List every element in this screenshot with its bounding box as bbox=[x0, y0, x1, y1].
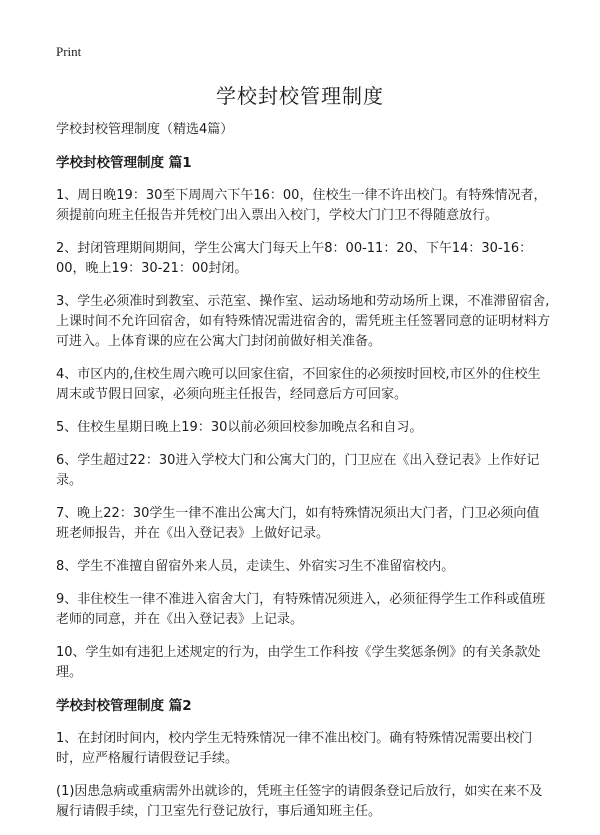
document-body bbox=[56, 120, 552, 835]
paragraph: 8、学生不准擅自留宿外来人员，走读生、外宿实习生不准留宿校内。 bbox=[56, 559, 455, 574]
paragraph: 1、在封闭时间内，校内学生无特殊情况一律不准出校门。确有特殊情况需要出校门时，应严格履行请假登记手续。 bbox=[56, 731, 533, 766]
section-heading: 学校封校管理制度 篇1 bbox=[56, 155, 192, 171]
document-subtitle: 学校封校管理制度（精选4篇） bbox=[56, 122, 234, 137]
section-heading: 学校封校管理制度 篇2 bbox=[56, 698, 192, 714]
paragraph: 5、住校生星期日晚上19：30以前必须回校参加晚点名和自习。 bbox=[56, 420, 423, 435]
paragraph: 10、学生如有违犯上述规定的行为，由学生工作科按《学生奖惩条例》的有关条款处理。 bbox=[56, 645, 541, 680]
paragraph: 3、学生必须准时到教室、示范室、操作室、运动场地和劳动场所上课，不准滞留宿舍,上课时间不允许回宿舍，如有特殊情况需进宿舍的，需凭班主任签署同意的证明材料方可进入。上体育课的应在公寓大门封闭前做好相关准备。 bbox=[56, 294, 551, 349]
paragraph: 2、封闭管理期间期间，学生公寓大门每天上午8：00-11：20、下午14：30-16：00，晚上19：30-21：00封闭。 bbox=[56, 241, 533, 276]
paragraph: 9、非住校生一律不准进入宿舍大门，有特殊情况须进入，必须征得学生工作科或值班老师的同意，并在《出入登记表》上记录。 bbox=[56, 592, 546, 627]
paragraph: 1、周日晚19：30至下周周六下午16：00，住校生一律不许出校门。有特殊情况者，须提前向班主任报告并凭校门出入票出入校门，学校大门门卫不得随意放行。 bbox=[56, 188, 547, 223]
page-title: 学校封校管理制度 bbox=[216, 84, 384, 108]
section-1 bbox=[56, 153, 552, 683]
paragraph: 6、学生超过22：30进入学校大门和公寓大门的，门卫应在《出入登记表》上作好记录。 bbox=[56, 453, 540, 488]
paragraph: 4、市区内的,住校生周六晚可以回家住宿，不回家住的必须按时回校,市区外的住校生周末或节假日回家，必须向班主任报告，经同意后方可回家。 bbox=[56, 367, 541, 402]
paragraph: (1)因患急病或重病需外出就诊的，凭班主任签字的请假条登记后放行，如实在来不及履行请假手续，门卫室先行登记放行，事后通知班主任。 bbox=[56, 784, 543, 819]
section-2 bbox=[56, 696, 552, 822]
paragraph: 7、晚上22：30学生一律不准出公寓大门，如有特殊情况须出大门者，门卫必须向值班老师报告，并在《出入登记表》上做好记录。 bbox=[56, 506, 540, 541]
print-link[interactable]: Print bbox=[56, 44, 82, 59]
